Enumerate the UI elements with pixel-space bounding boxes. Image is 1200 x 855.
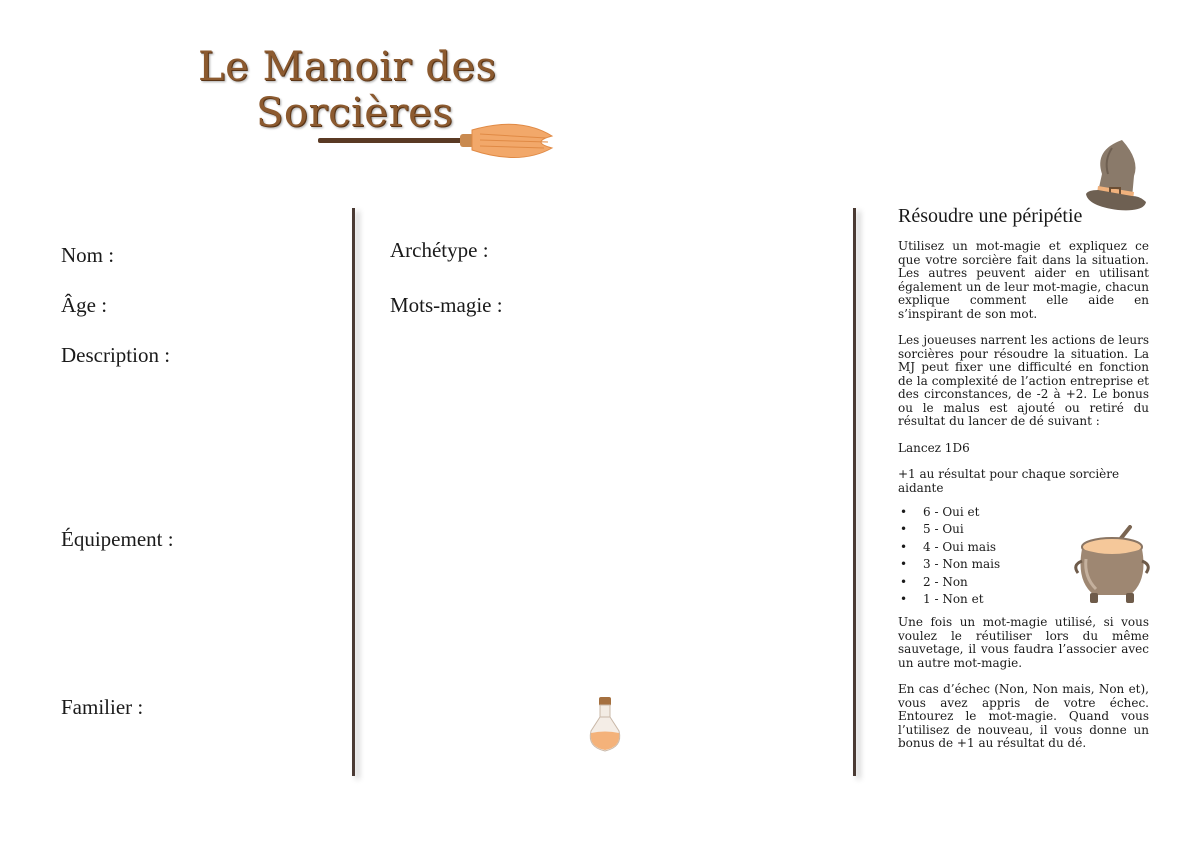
list-item: • 1 - Non et (898, 591, 1149, 608)
panel-title: Résoudre une péripétie (898, 205, 1083, 227)
field-nom: Nom : (61, 243, 115, 267)
bonus-rule: +1 au résultat pour chaque sorcière aidante (898, 467, 1120, 495)
logo-line1: Le Manoir des (198, 44, 497, 90)
logo-line2: Sorcières (256, 90, 454, 136)
cauldron-icon (1072, 525, 1152, 607)
field-archetype: Archétype : (390, 238, 489, 262)
roll-instruction: Lancez 1D6 (898, 440, 970, 455)
potion-bottle-icon (585, 695, 625, 755)
field-familier: Familier : (61, 695, 144, 719)
rules-paragraph-1: Utilisez un mot-magie et expliquez ce que votre sorcière fait dans la situation. Les autres peuvent aider en utilisant également un de leur mot-magie, chacun explique comment elle aide en s’inspirant de son mot. (898, 239, 1149, 321)
rules-paragraph-2: Les joueuses narrent les actions de leurs sorcières pour résoudre la situation. La MJ peut fixer une difficulté en fonction de la complexité de l’action entreprise et des circonstances, de -2 à +2. Le bonus ou le malus est ajouté ou retiré du résultat du lancer de dé suivant : (898, 333, 1149, 428)
rules-paragraph-4: En cas d’échec (Non, Non mais, Non et), vous avez appris de votre échec. Entourez le mot-magie. Quand vous l’utilisez de nouveau, il vous donne un bonus de +1 au résultat du dé. (898, 682, 1149, 751)
list-item: • 2 - Non (898, 574, 1149, 591)
bullet: • (900, 557, 908, 572)
field-equipement: Équipement : (61, 527, 174, 551)
list-item: • 3 - Non mais (898, 556, 1149, 573)
bullet: • (900, 592, 908, 607)
rules-paragraph-3: Une fois un mot-magie utilisé, si vous voulez le réutiliser lors du même sauvetage, il vous faudra l’associer avec un autre mot-magie. (898, 615, 1149, 670)
logo (190, 38, 560, 173)
rules-panel (898, 205, 1149, 764)
column-divider-right (853, 208, 856, 776)
list-item: • 6 - Oui et (898, 504, 1149, 521)
field-description: Description : (61, 343, 171, 367)
list-item: • 4 - Oui mais (898, 539, 1149, 556)
bullet: • (900, 505, 908, 519)
list-item: • 5 - Oui (898, 521, 1149, 538)
field-age: Âge : (61, 293, 108, 317)
column-divider-left (352, 208, 355, 776)
bullet: • (900, 574, 908, 589)
bullet: • (900, 522, 908, 537)
field-mots-magie: Mots-magie : (390, 293, 503, 317)
bullet: • (900, 539, 908, 554)
